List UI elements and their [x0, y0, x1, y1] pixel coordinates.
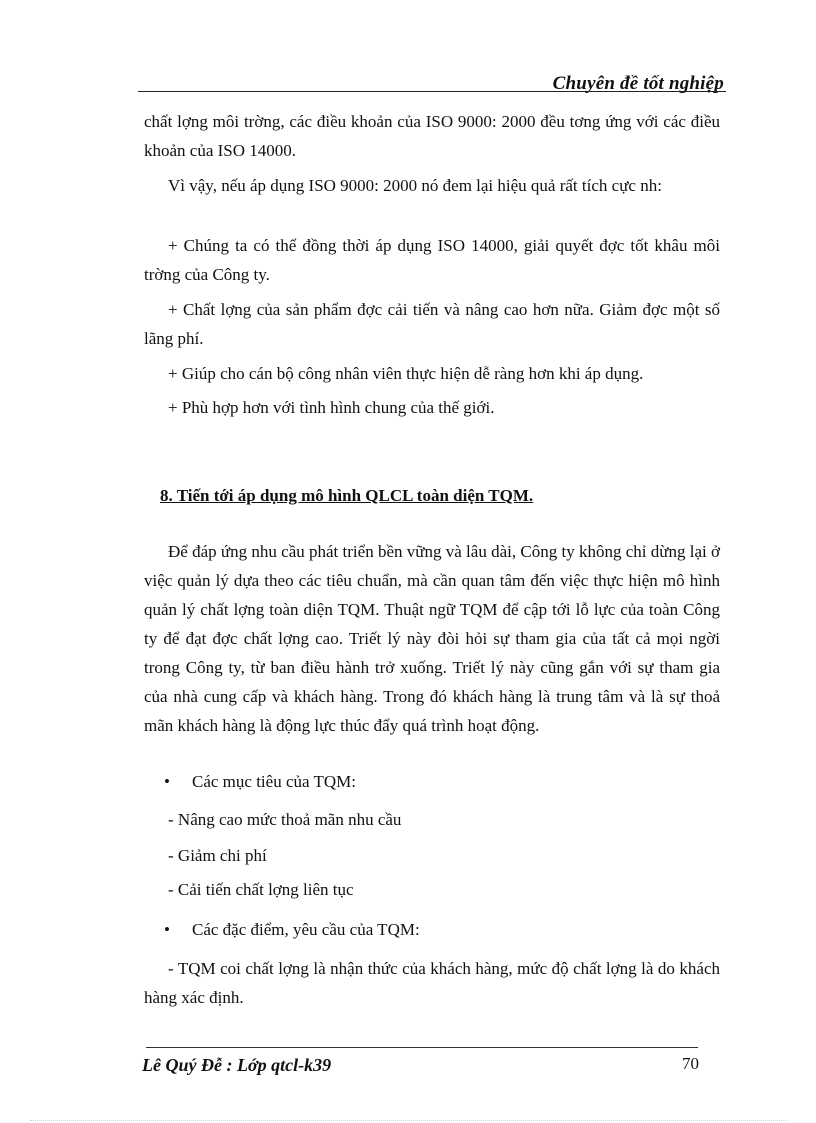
features-paragraph: - TQM coi chất lợng là nhận thức của khách hàng, mức độ chất lợng là do khách hàng xác định.: [144, 959, 720, 1007]
goals-bullet-row: [164, 772, 356, 792]
page-edge-divider: [30, 1120, 786, 1121]
header-title: Chuyên đề tốt nghiệp: [552, 73, 724, 94]
intro-paragraph-4: + Chất lợng của sản phẩm đợc cải tiến và nâng cao hơn nữa. Giảm đợc một số lãng phí.: [144, 300, 720, 348]
intro-paragraph-3: + Chúng ta có thể đồng thời áp dụng ISO 14000, giải quyết đợc tốt khâu môi trờng của Công ty.: [144, 236, 720, 284]
goals-item: - Nâng cao mức thoả mãn nhu cầu: [168, 810, 402, 829]
intro-paragraph-2: Vì vậy, nếu áp dụng ISO 9000: 2000 nó đem lại hiệu quả rất tích cực nh:: [168, 176, 662, 195]
goals-item: - Giảm chi phí: [168, 846, 267, 865]
features-bullet-row: [164, 920, 420, 940]
intro-paragraph-6: + Phù hợp hơn với tình hình chung của thế giới.: [168, 398, 495, 417]
footer-author: Lê Quý Đễ : Lớp qtcl-k39: [142, 1055, 332, 1075]
header-rule: [138, 91, 726, 92]
footer-rule: [146, 1047, 698, 1048]
features-title: Các đặc điểm, yêu cầu của TQM:: [192, 920, 420, 939]
page-number: 70: [682, 1054, 699, 1073]
bullet-dot-icon: •: [164, 920, 170, 939]
goals-item: - Cải tiến chất lợng liên tục: [168, 880, 354, 899]
section-8-heading: 8. Tiến tới áp dụng mô hình QLCL toàn diện TQM.: [160, 486, 534, 505]
intro-paragraph-5: + Giúp cho cán bộ công nhân viên thực hiện dễ ràng hơn khi áp dụng.: [168, 364, 644, 383]
goals-title: Các mục tiêu của TQM:: [192, 772, 356, 791]
section-8-body: Để đáp ứng nhu cầu phát triển bền vững và lâu dài, Công ty không chỉ dừng lại ở việc quản lý dựa theo các tiêu chuẩn, mà cần quan tâm đến việc thực hiện mô hình quản lý chất lợng toàn diện TQM. Thuật ngữ TQM để cập tới lỗ lực của toàn Công ty để đạt đợc chất lợng cao. Triết lý này đòi hỏi sự tham gia của tất cả mọi ngời trong Công ty, từ ban điều hành trở xuống. Triết lý này cũng gắn với sự tham gia của nhà cung cấp và khách hàng. Trong đó khách hàng là trung tâm và là sự thoả mãn khách hàng là động lực thúc đẩy quá trình hoạt động.: [144, 542, 720, 735]
bullet-dot-icon: •: [164, 772, 170, 791]
intro-paragraph-1: chất lợng môi trờng, các điều khoản của ISO 9000: 2000 đều tơng ứng với các điều khoản của ISO 14000.: [144, 112, 720, 160]
